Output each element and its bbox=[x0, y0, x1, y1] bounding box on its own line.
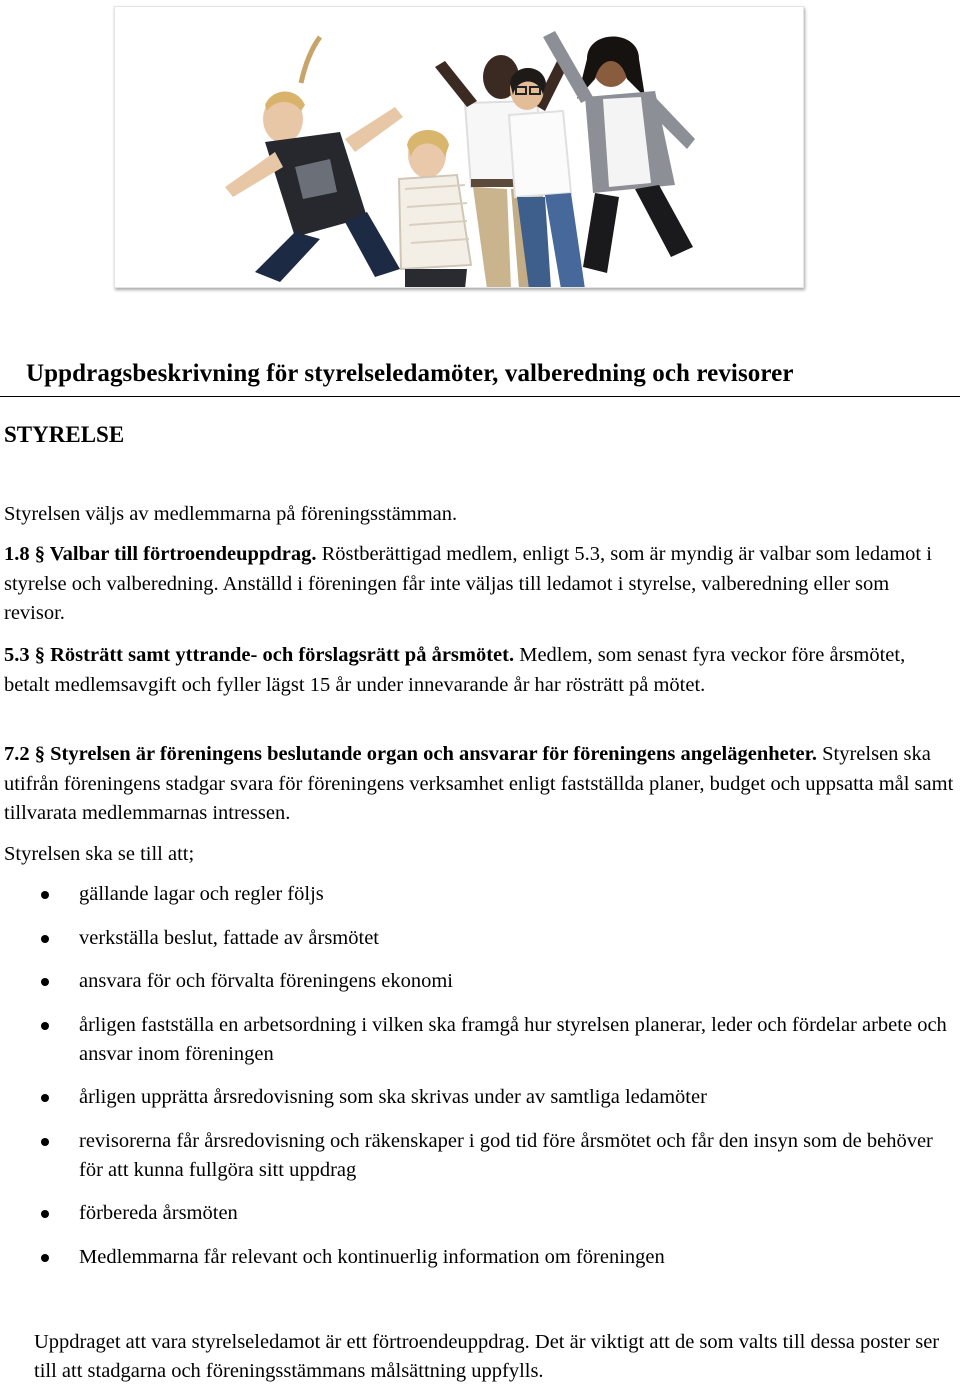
bullet-icon bbox=[41, 978, 49, 986]
jumping-people-illustration bbox=[115, 7, 804, 288]
list-item bbox=[0, 1011, 960, 1069]
rule-5-3-paragraph bbox=[4, 641, 954, 700]
bullet-icon bbox=[41, 1254, 49, 1262]
list-item bbox=[0, 1199, 960, 1228]
list-item-text: förbereda årsmöten bbox=[79, 1202, 238, 1224]
list-item-text: gällande lagar och regler följs bbox=[79, 883, 324, 905]
list-item bbox=[0, 1083, 960, 1112]
rule-7-2-text: Styrelsen ska utifrån föreningens stadgar svara för föreningens verksamhet enligt fastställda planer, budget och uppsatta mål samt tillvarata medlemmarnas intressen. bbox=[4, 743, 954, 824]
rule-1-8-heading: 1.8 § Valbar till förtroendeuppdrag. bbox=[4, 543, 317, 565]
list-item-text: årligen fastställa en arbetsordning i vilken ska framgå hur styrelsen planerar, leder och fördelar arbete och ansvar inom föreningen bbox=[79, 1013, 947, 1065]
bullet-icon bbox=[41, 1022, 49, 1030]
bullet-icon bbox=[41, 1138, 49, 1146]
document-title: Uppdragsbeskrivning för styrelseledamöter, valberedning och revisorer bbox=[26, 360, 794, 387]
list-item-text: verkställa beslut, fattade av årsmötet bbox=[79, 926, 379, 949]
bullet-icon bbox=[41, 891, 49, 899]
list-item bbox=[0, 880, 960, 909]
header-photo bbox=[114, 6, 804, 288]
list-item-text: årligen upprätta årsredovisning som ska skrivas under av samtliga ledamöter bbox=[79, 1086, 707, 1108]
intro-paragraph: Styrelsen väljs av medlemmarna på föreningsstämman. bbox=[4, 503, 458, 525]
list-item bbox=[0, 1127, 960, 1185]
section-heading-styrelse: STYRELSE bbox=[4, 422, 125, 447]
bullet-icon bbox=[41, 1094, 49, 1102]
rule-1-8-text: Röstberättigad medlem, enligt 5.3, som är myndig är valbar som ledamot i styrelse och valberedning. Anställd i föreningen får inte väljas till ledamot i styrelse, valberedning eller som revisor. bbox=[4, 543, 932, 624]
list-item bbox=[0, 1243, 960, 1272]
list-item bbox=[0, 924, 960, 953]
duties-list bbox=[0, 880, 960, 1286]
duties-intro: Styrelsen ska se till att; bbox=[4, 843, 195, 865]
rule-1-8-paragraph bbox=[4, 540, 954, 629]
list-item-text: Medlemmarna får relevant och kontinuerlig information om föreningen bbox=[79, 1245, 665, 1268]
list-item-text: revisorerna får årsredovisning och räkenskaper i god tid före årsmötet och får den insyn som de behöver för att kunna fullgöra sitt uppdrag bbox=[79, 1129, 933, 1181]
bullet-icon bbox=[41, 935, 49, 943]
rule-5-3-heading: 5.3 § Rösträtt samt yttrande- och förslagsrätt på årsmötet. bbox=[4, 644, 515, 666]
list-item-text: ansvara för och förvalta föreningens ekonomi bbox=[79, 970, 453, 992]
rule-7-2-heading: 7.2 § Styrelsen är föreningens beslutande organ och ansvarar för föreningens angelägenheter. bbox=[4, 743, 817, 765]
closing-paragraph: Uppdraget att vara styrelseledamot är ett förtroendeuppdrag. Det är viktigt att de som valts till dessa poster ser till att stadgarna och föreningsstämmans målsättning uppfylls. bbox=[34, 1331, 940, 1382]
bullet-icon bbox=[41, 1210, 49, 1218]
rule-7-2-paragraph bbox=[4, 740, 954, 829]
rule-5-3-text: Medlem, som senast fyra veckor före årsmötet, betalt medlemsavgift och fyller lägst 15 år under innevarande år har rösträtt på mötet. bbox=[4, 644, 906, 696]
title-underline bbox=[0, 396, 960, 397]
list-item bbox=[0, 967, 960, 996]
